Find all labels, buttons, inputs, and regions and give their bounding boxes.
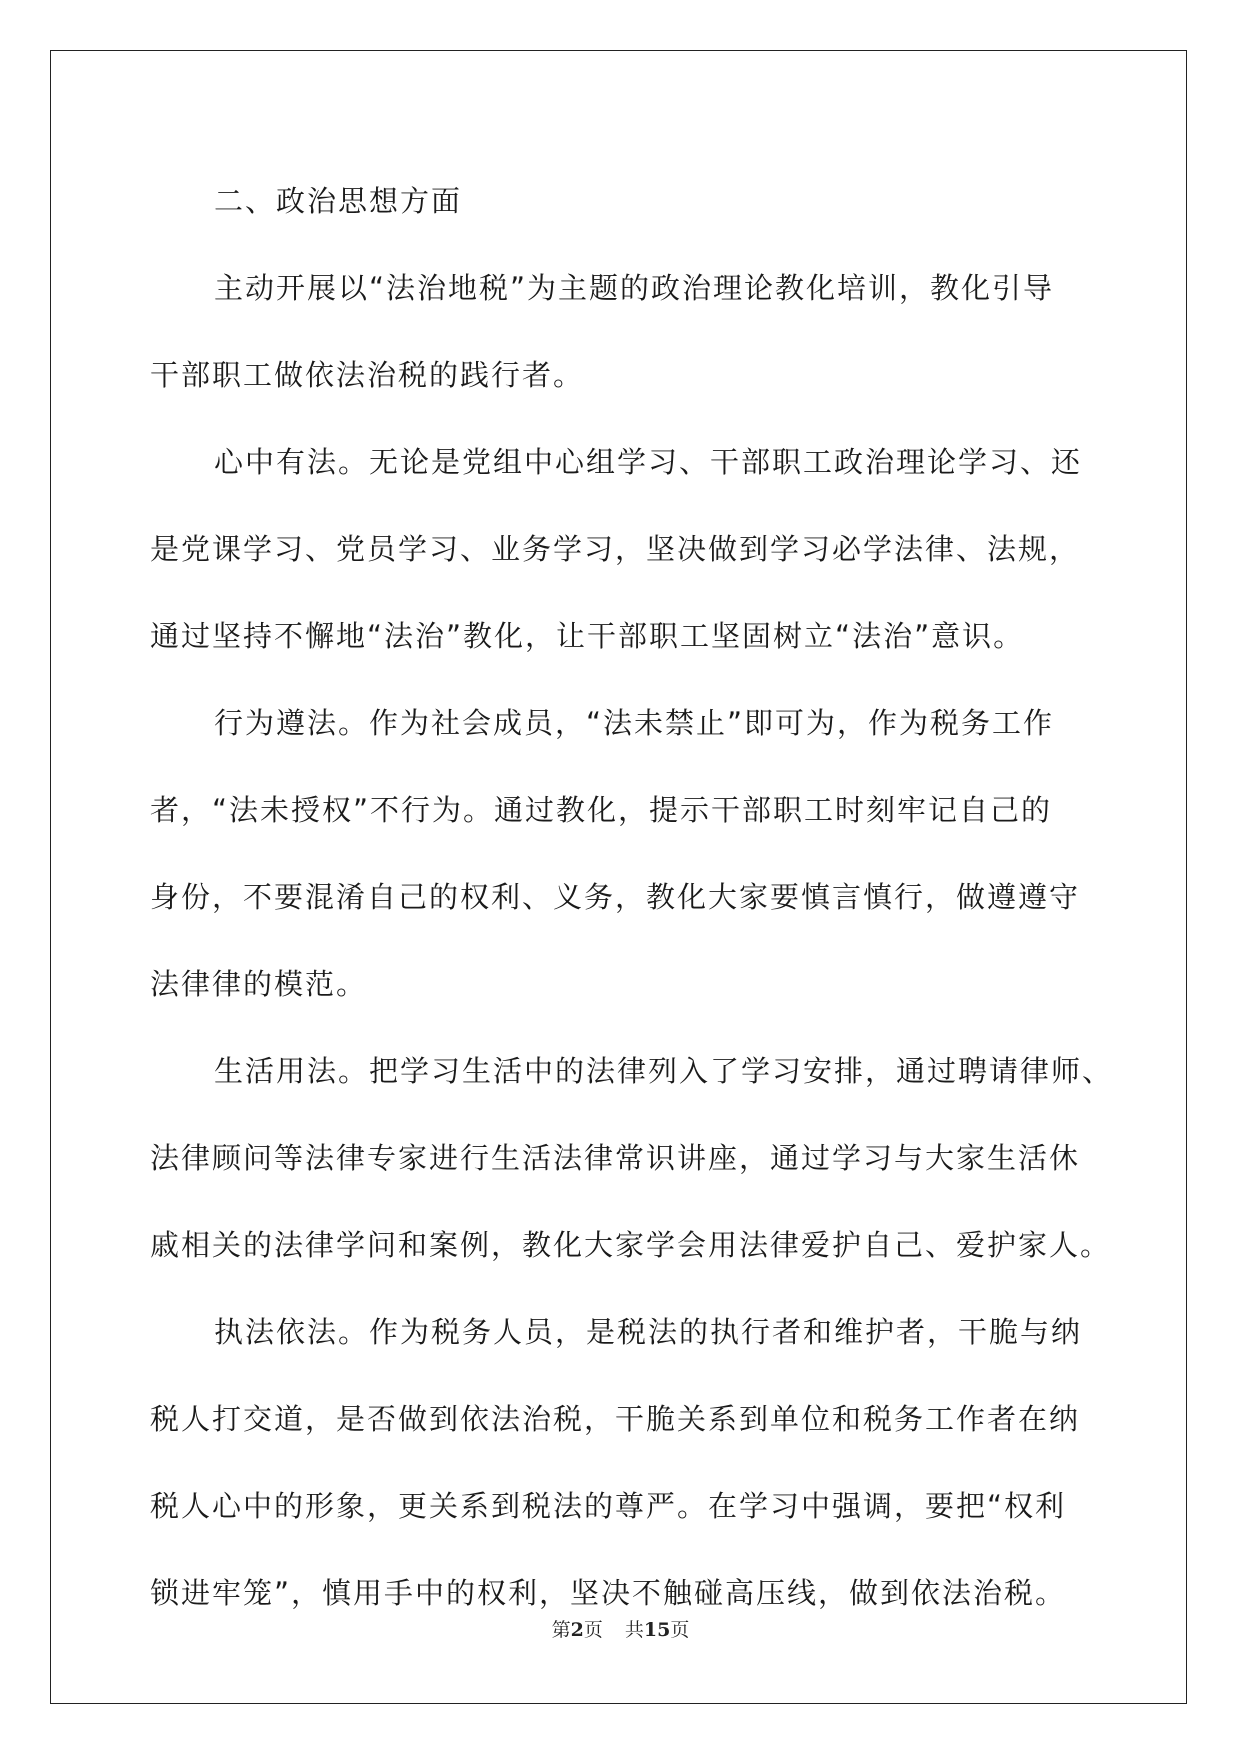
text-line: 心中有法。无论是党组中心组学习、干部职工政治理论学习、还 (214, 445, 1083, 479)
total-pages: 15 (643, 1619, 671, 1641)
total-suffix: 页 (670, 1619, 690, 1641)
section-heading: 二、政治思想方面 (214, 184, 463, 218)
page-prefix: 第 (551, 1619, 571, 1641)
text-line: 是党课学习、党员学习、业务学习，坚决做到学习必学法律、法规， (150, 532, 1081, 566)
text-line: 法律顾问等法律专家进行生活法律常识讲座，通过学习与大家生活休 (150, 1141, 1081, 1175)
text-line: 戚相关的法律学问和案例，教化大家学会用法律爱护自己、爱护家人。 (150, 1228, 1112, 1262)
text-line: 行为遵法。作为社会成员，“法未禁止”即可为，作为税务工作 (214, 706, 1055, 740)
text-line: 税人心中的形象，更关系到税法的尊严。在学习中强调，要把“权利 (150, 1489, 1067, 1523)
text-line: 锁进牢笼”，慎用手中的权利，坚决不触碰高压线，做到依法治税。 (150, 1576, 1067, 1610)
text-line: 通过坚持不懈地“法治”教化，让干部职工坚固树立“法治”意识。 (150, 619, 1025, 653)
total-prefix: 共 (624, 1619, 644, 1641)
text-line: 税人打交道，是否做到依法治税，干脆关系到单位和税务工作者在纳 (150, 1402, 1081, 1436)
text-line: 身份，不要混淆自己的权利、义务，教化大家要慎言慎行，做遵遵守 (150, 880, 1081, 914)
text-line: 法律律的模范。 (150, 967, 368, 1001)
page-number: 2 (570, 1619, 584, 1641)
text-line: 主动开展以“法治地税”为主题的政治理论教化培训，教化引导 (214, 271, 1055, 305)
text-line: 执法依法。作为税务人员，是税法的执行者和维护者，干脆与纳 (214, 1315, 1083, 1349)
document-body (150, 158, 1114, 1637)
text-line: 者，“法未授权”不行为。通过教化，提示干部职工时刻牢记自己的 (150, 793, 1053, 827)
text-line: 干部职工做依法治税的践行者。 (150, 358, 585, 392)
text-line: 生活用法。把学习生活中的法律列入了学习安排，通过聘请律师、 (214, 1054, 1114, 1088)
page-suffix: 页 (583, 1619, 603, 1641)
page-footer (0, 1615, 1241, 1645)
